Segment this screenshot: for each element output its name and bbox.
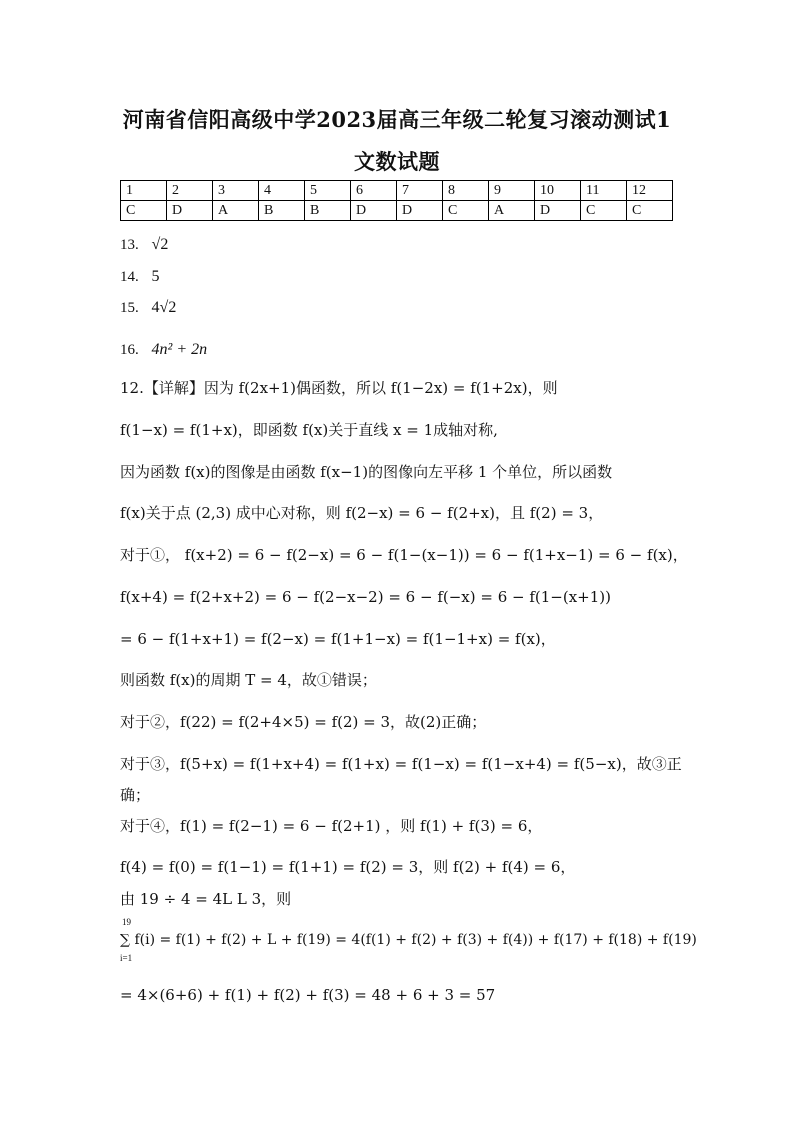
fill-answer-15 xyxy=(120,297,720,318)
solution-line: ∑ f(i) = f(1) + f(2) + L + f(19) = 4(f(1) + f(2) + f(3) + f(4)) + f(17) + f(18) + f(19) xyxy=(120,932,697,948)
fill-answer-value: 4√2 xyxy=(151,299,177,316)
question-number: 4 xyxy=(259,181,305,201)
fill-answer-value: √2 xyxy=(151,236,169,253)
solution-line: f(x+4) = f(2+x+2) = 6 − f(2−x−2) = 6 − f(−x) = 6 − f(1−(x+1)) xyxy=(120,588,611,606)
answer-cell: C xyxy=(627,201,673,221)
answer-cell: D xyxy=(351,201,397,221)
solution-line: = 4×(6+6) + f(1) + f(2) + f(3) = 48 + 6 + 3 = 57 xyxy=(120,986,496,1004)
answer-cell: C xyxy=(121,201,167,221)
fill-answer-16 xyxy=(120,339,720,360)
answer-cell: C xyxy=(443,201,489,221)
question-number: 7 xyxy=(397,181,443,201)
document-title: 河南省信阳高级中学2023届高三年级二轮复习滚动测试1 xyxy=(122,107,672,132)
fill-answer-label: 15. xyxy=(120,300,139,316)
document-subtitle: 文数试题 xyxy=(354,149,440,174)
fill-answer-value: 4n² + 2n xyxy=(151,341,208,358)
answer-cell: A xyxy=(213,201,259,221)
answer-cell: B xyxy=(259,201,305,221)
solution-line: 对于③，f(5+x) = f(1+x+4) = f(1+x) = f(1−x) = f(1−x+4) = f(5−x)，故③正 xyxy=(120,755,682,773)
solution-line: 对于④，f(1) = f(2−1) = 6 − f(2+1) ，则 f(1) + f(3) = 6， xyxy=(120,817,543,835)
answer-cell: A xyxy=(489,201,535,221)
question-number: 12 xyxy=(627,181,673,201)
answer-cell: D xyxy=(397,201,443,221)
solution-line: 确； xyxy=(120,786,151,804)
fill-answer-value: 5 xyxy=(151,268,160,285)
answer-table-numbers-row xyxy=(121,181,673,201)
solution-line: 对于②，f(22) = f(2+4×5) = f(2) = 3，故(2)正确； xyxy=(120,713,487,731)
answer-cell: B xyxy=(305,201,351,221)
fill-answer-label: 13. xyxy=(120,237,139,253)
solution-line: f(x)关于点 (2,3) 成中心对称，则 f(2−x) = 6 − f(2+x)，且 f(2) = 3， xyxy=(120,504,604,522)
answer-table xyxy=(120,180,673,221)
solution-line: f(4) = f(0) = f(1−1) = f(1+1) = f(2) = 3，则 f(2) + f(4) = 6， xyxy=(120,858,576,876)
solution-line: = 6 − f(1+x+1) = f(2−x) = f(1+1−x) = f(1−1+x) = f(x)， xyxy=(120,630,556,648)
solution-line: f(1−x) = f(1+x)，即函数 f(x)关于直线 x = 1成轴对称, xyxy=(120,421,498,439)
fill-answer-13 xyxy=(120,234,720,255)
answer-cell: D xyxy=(167,201,213,221)
sum-lower-limit: i=1 xyxy=(120,953,133,963)
answer-cell: C xyxy=(581,201,627,221)
question-number: 2 xyxy=(167,181,213,201)
question-number: 3 xyxy=(213,181,259,201)
question-number: 5 xyxy=(305,181,351,201)
question-number: 8 xyxy=(443,181,489,201)
fill-answer-label: 14. xyxy=(120,269,139,285)
fill-answer-14 xyxy=(120,266,720,287)
question-number: 10 xyxy=(535,181,581,201)
question-number: 9 xyxy=(489,181,535,201)
solution-line: 对于①， f(x+2) = 6 − f(2−x) = 6 − f(1−(x−1)) = 6 − f(1+x−1) = 6 − f(x)， xyxy=(120,546,688,564)
solution-line: 因为函数 f(x)的图像是由函数 f(x−1)的图像向左平移 1 个单位，所以函数 xyxy=(120,463,613,481)
answer-cell: D xyxy=(535,201,581,221)
solution-line: 则函数 f(x)的周期 T = 4，故①错误； xyxy=(120,671,377,689)
question-number: 1 xyxy=(121,181,167,201)
answer-table-answers-row xyxy=(121,201,673,221)
solution-line: 由 19 ÷ 4 = 4L L 3，则 xyxy=(120,890,292,908)
solution-line: 12.【详解】因为 f(2x+1)偶函数，所以 f(1−2x) = f(1+2x)，则 xyxy=(120,379,558,397)
fill-answer-label: 16. xyxy=(120,342,139,358)
question-number: 6 xyxy=(351,181,397,201)
question-number: 11 xyxy=(581,181,627,201)
sum-upper-limit: 19 xyxy=(122,917,131,927)
